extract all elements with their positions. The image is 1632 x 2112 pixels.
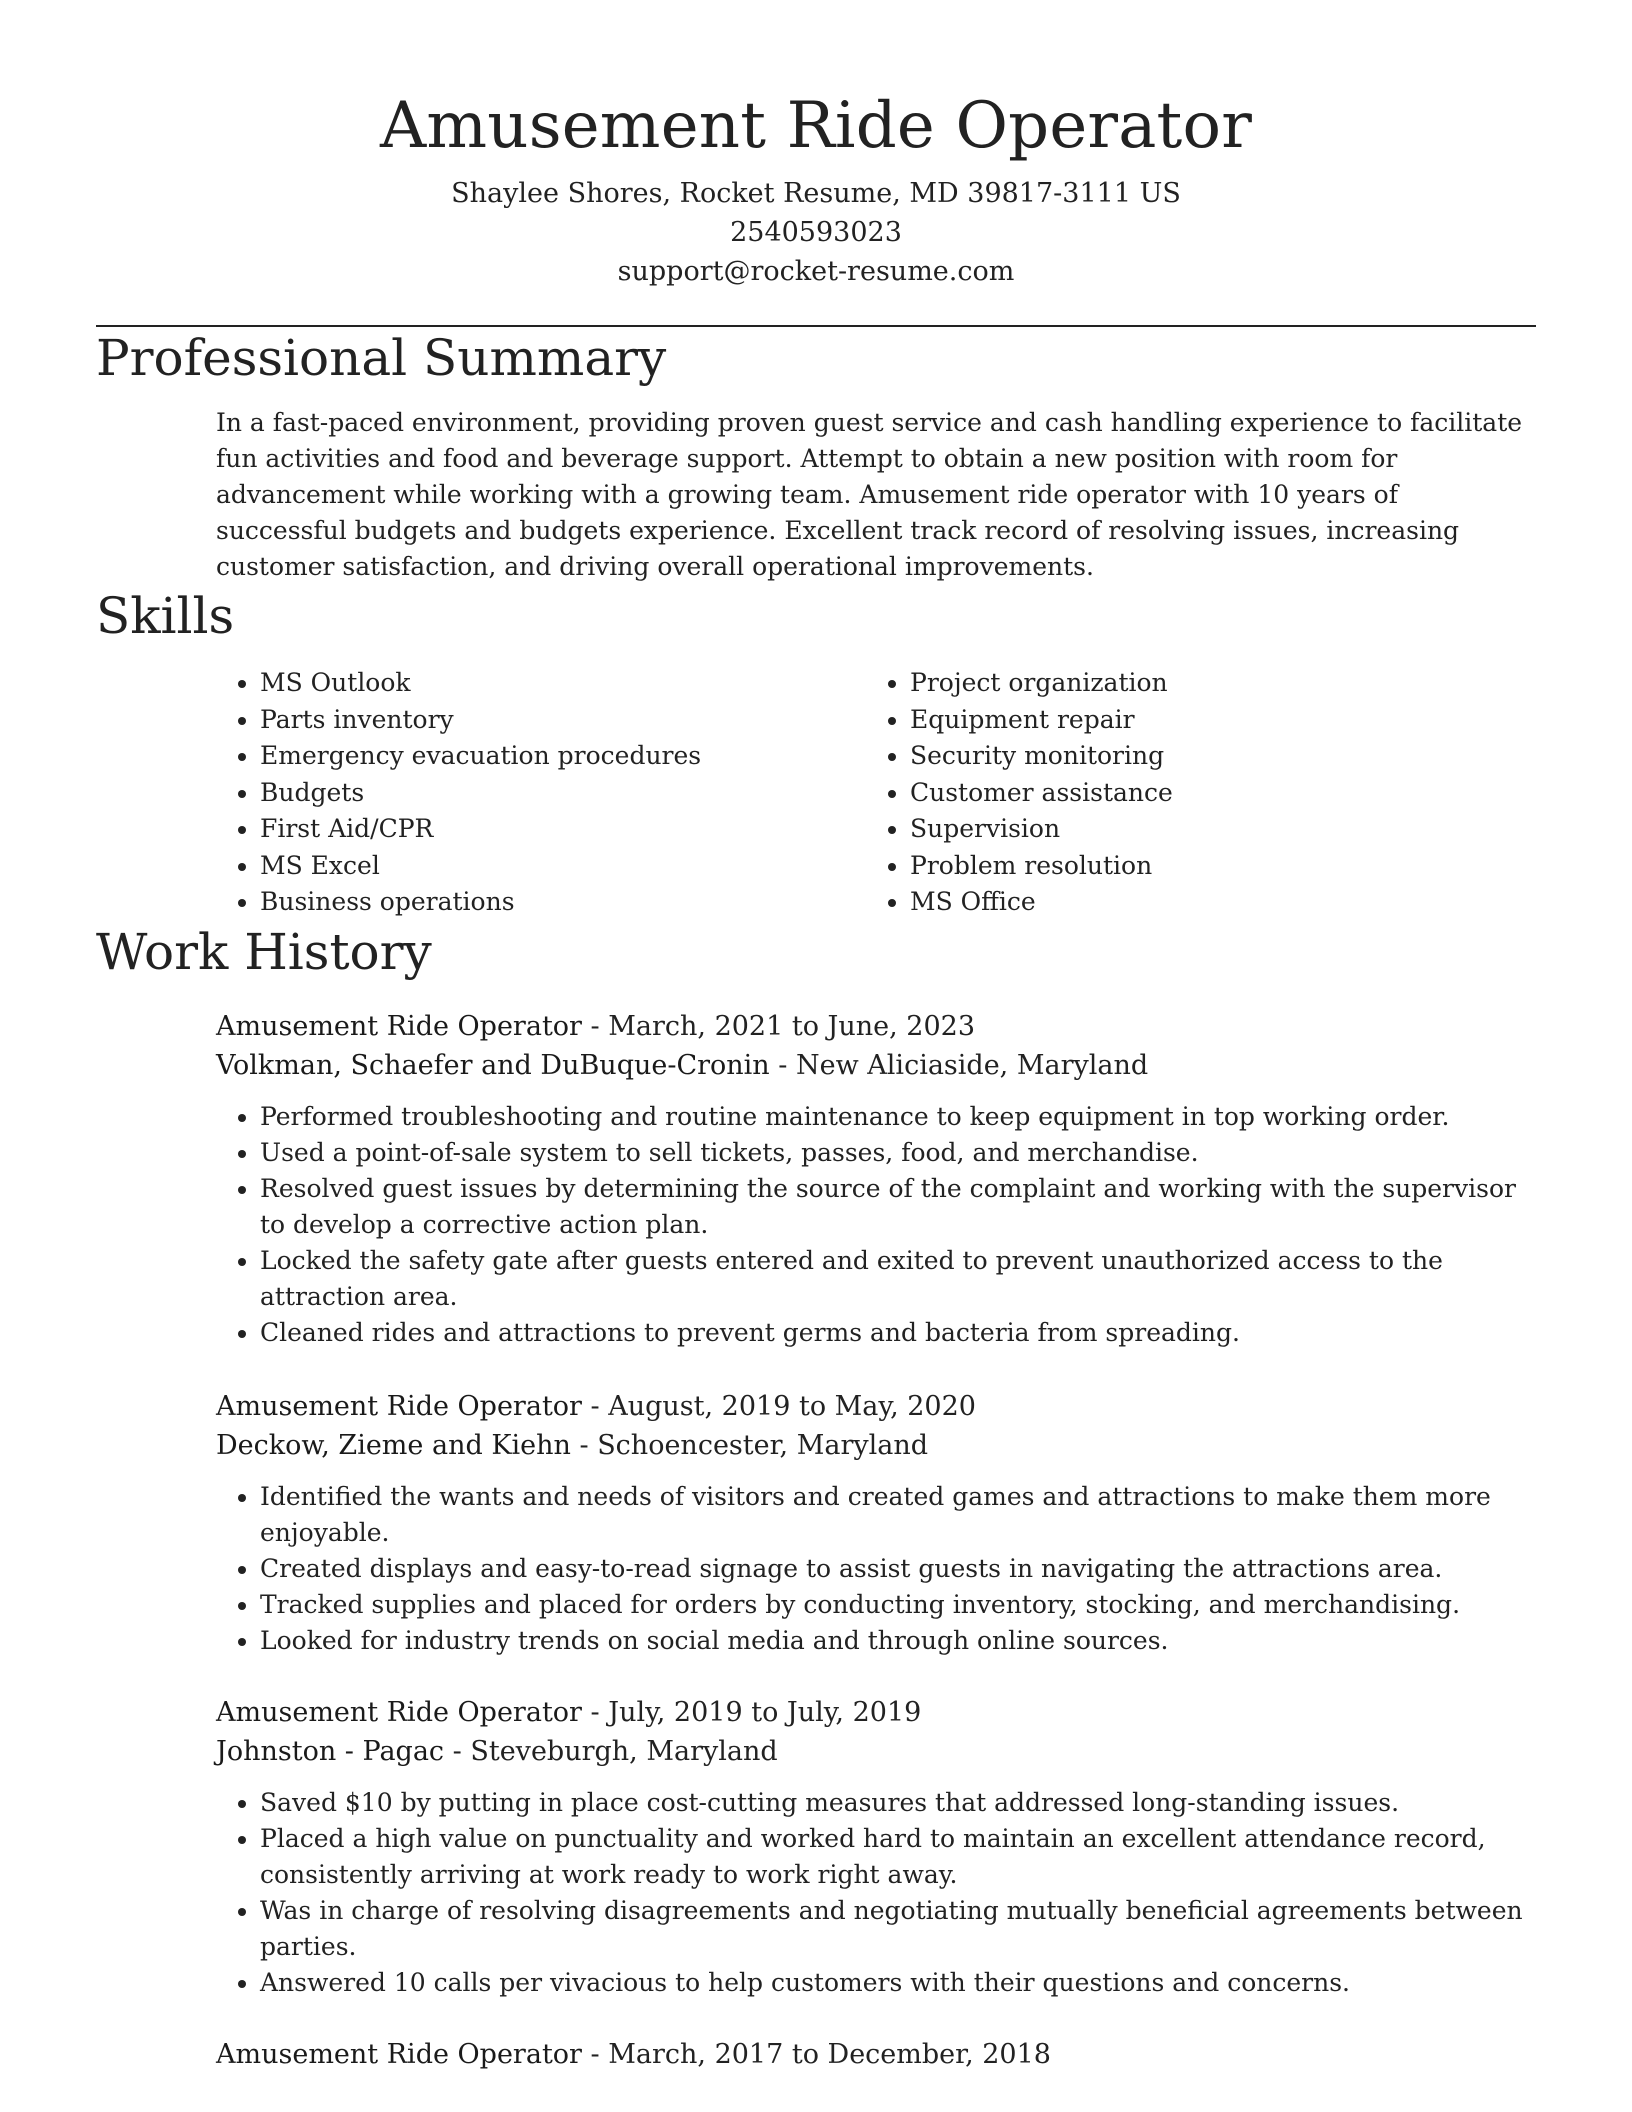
job-dates: March, 2021 to June, 2023 [608,1010,976,1042]
job-bullet: • Created displays and easy-to-read signage to assist guests in navigating the attractions area. [260,1551,1536,1587]
skill-item: • Equipment repair [910,702,1516,739]
job-bullet: • Answered 10 calls per vivacious to help customers with their questions and concerns. [260,1965,1536,2001]
job-separator: - [581,1696,609,1728]
skill-item: • Project organization [910,665,1516,702]
skill-item: • Supervision [910,811,1516,848]
job-bullet: • Performed troubleshooting and routine maintenance to keep equipment in top working order. [260,1099,1536,1135]
job-location: New Aliciaside, Maryland [796,1049,1149,1081]
job-bullet: • Identified the wants and needs of visitors and created games and attractions to make them more enjoyable. [260,1479,1536,1551]
skill-item: • MS Office [910,884,1516,921]
job-separator: - [581,2038,609,2070]
job-company: Deckow, Zieme and Kiehn [216,1429,571,1461]
job-separator: - [444,1735,471,1767]
skill-item: • Emergency evacuation procedures [260,738,866,775]
skill-item: • MS Outlook [260,665,866,702]
job-dates: March, 2017 to December, 2018 [608,2038,1051,2070]
job-separator: - [570,1429,598,1461]
job-title-line [216,1387,1536,1426]
job-title: Amusement Ride Operator [216,1696,582,1728]
job-title: Amusement Ride Operator [216,1010,582,1042]
job-bullet: • Placed a high value on punctuality and worked hard to maintain an excellent attendance record, consistently arriving at work ready to work right away. [260,1821,1536,1893]
job-dates: July, 2019 to July, 2019 [608,1696,922,1728]
job-bullet: • Used a point-of-sale system to sell tickets, passes, food, and merchandise. [260,1135,1536,1171]
skill-item: • Security monitoring [910,738,1516,775]
job-bullets [216,1099,1536,1351]
job-title-line [216,1007,1536,1046]
job-entry [216,1007,1536,1351]
job-location: Schoencester, Maryland [597,1429,929,1461]
skills-column-right [866,665,1516,921]
job-separator: - [581,1010,609,1042]
skill-item: • Customer assistance [910,775,1516,812]
job-bullet: • Was in charge of resolving disagreements and negotiating mutually beneficial agreements between parties. [260,1893,1536,1965]
job-bullet: • Looked for industry trends on social media and through online sources. [260,1623,1536,1659]
skill-item: • Budgets [260,775,866,812]
work-history-heading: Work History [96,922,432,981]
job-title-line [216,2035,1536,2074]
resume-title: Amusement Ride Operator [379,89,1253,163]
job-entry [216,1693,1536,2001]
job-location: Steveburgh, Maryland [470,1735,778,1767]
contact-info [96,174,1536,291]
job-separator: - [581,1390,609,1422]
skill-item: • First Aid/CPR [260,811,866,848]
skill-item: • Business operations [260,884,866,921]
job-bullet: • Cleaned rides and attractions to prevent germs and bacteria from spreading. [260,1315,1536,1351]
contact-phone: 2540593023 [730,217,902,248]
job-bullets [216,1785,1536,2001]
job-bullets [216,1479,1536,1659]
job-company-line [216,1426,1536,1465]
contact-email: support@rocket-resume.com [617,256,1015,287]
summary-heading: Professional Summary [96,329,667,387]
job-bullet: • Locked the safety gate after guests entered and exited to prevent unauthorized access to the attraction area. [260,1243,1536,1315]
job-bullet: • Saved $10 by putting in place cost-cutting measures that addressed long-standing issues. [260,1785,1536,1821]
job-company: Volkman, Schaefer and DuBuque-Cronin [216,1049,770,1081]
skill-item: • Parts inventory [260,702,866,739]
skills-heading: Skills [96,587,235,645]
job-title-line [216,1693,1536,1732]
job-bullet: • Tracked supplies and placed for orders by conducting inventory, stocking, and merchandising. [260,1587,1536,1623]
job-company: Johnston - Pagac [216,1735,445,1767]
job-title: Amusement Ride Operator [216,1390,582,1422]
job-entry [216,2035,1536,2074]
summary-text: In a fast-paced environment, providing proven guest service and cash handling experience to facilitate fun activities and food and beverage support. Attempt to obtain a new position with room for advancement while working with a growing team. Amusement ride operator with 10 years of successful budgets and budgets experience. Excellent track record of resolving issues, increasing customer satisfaction, and driving overall operational improvements. [216,408,1523,581]
job-company-line [216,1046,1536,1085]
skill-item: • MS Excel [260,848,866,885]
skill-item: • Problem resolution [910,848,1516,885]
job-title: Amusement Ride Operator [216,2038,582,2070]
contact-address: Shaylee Shores, Rocket Resume, MD 39817-3111 US [451,178,1181,209]
skills-column-left [216,665,866,921]
skills-list [216,665,1536,921]
job-entry [216,1387,1536,1659]
job-company-line [216,1732,1536,1771]
resume-header [96,0,1536,291]
job-separator: - [769,1049,796,1081]
job-bullet: • Resolved guest issues by determining the source of the complaint and working with the supervisor to develop a corrective action plan. [260,1171,1536,1243]
job-dates: August, 2019 to May, 2020 [608,1390,976,1422]
